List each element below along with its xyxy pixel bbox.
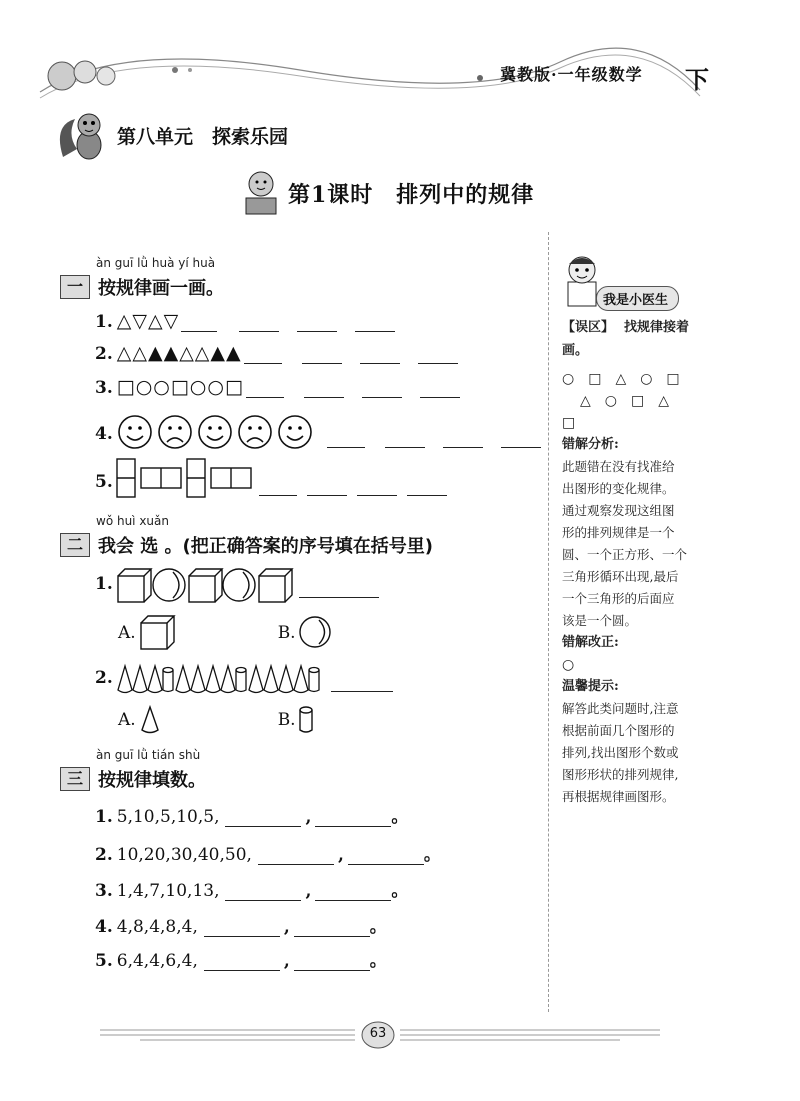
item-label: 2. bbox=[95, 845, 113, 865]
answer-blank[interactable] bbox=[225, 810, 301, 827]
cube-icon bbox=[118, 569, 151, 602]
section1-pinyin: àn guī lǜ huà yí huà bbox=[96, 256, 216, 270]
cylinder-icon[interactable] bbox=[298, 706, 314, 734]
shape-sequence: □○○□○○□ bbox=[116, 376, 244, 398]
s2-item2 bbox=[95, 664, 393, 696]
answer-blank[interactable] bbox=[362, 381, 402, 398]
period: 。 bbox=[423, 845, 441, 865]
period: 。 bbox=[391, 807, 409, 827]
error-text: 找规律接着画。 bbox=[562, 320, 690, 358]
page-number: 63 bbox=[369, 1026, 387, 1041]
s1-item1 bbox=[95, 310, 395, 332]
cone-icon bbox=[279, 666, 293, 693]
unit-title: 第八单元 探索乐园 bbox=[117, 126, 289, 148]
answer-blank[interactable] bbox=[299, 581, 379, 598]
answer-blank[interactable] bbox=[360, 347, 400, 364]
comma: , bbox=[283, 951, 290, 971]
item-label: 3. bbox=[95, 378, 113, 398]
item-label: 1. bbox=[95, 574, 113, 594]
cone-cylinder-sequence bbox=[117, 664, 327, 696]
number-sequence: 1,4,7,10,13, bbox=[116, 881, 220, 901]
answer-blank[interactable] bbox=[294, 954, 370, 971]
tip-line: 根据前面几个图形的 bbox=[562, 723, 675, 738]
answer-blank[interactable] bbox=[407, 479, 447, 496]
fix-text: ○ bbox=[562, 657, 575, 673]
smiley-face-icon bbox=[199, 416, 231, 448]
s1-item3 bbox=[95, 376, 460, 398]
comma: , bbox=[337, 845, 344, 865]
answer-blank[interactable] bbox=[294, 920, 370, 937]
tip-heading: 温馨提示: bbox=[562, 679, 619, 694]
item-label: 2. bbox=[95, 344, 113, 364]
cylinder-icon bbox=[309, 668, 319, 692]
face-sequence bbox=[117, 412, 317, 452]
answer-blank[interactable] bbox=[327, 431, 365, 448]
fix-heading: 错解改正: bbox=[562, 635, 619, 650]
column-divider bbox=[548, 232, 549, 1012]
answer-blank[interactable] bbox=[418, 347, 458, 364]
answer-blank[interactable] bbox=[315, 884, 391, 901]
cone-icon bbox=[191, 666, 205, 693]
cone-icon bbox=[206, 666, 220, 693]
s3-item3 bbox=[95, 876, 408, 901]
item-label: 4. bbox=[95, 424, 113, 444]
answer-blank[interactable] bbox=[420, 381, 460, 398]
answer-blank[interactable] bbox=[259, 479, 297, 496]
shapes-line-3: □ bbox=[562, 415, 576, 431]
answer-blank[interactable] bbox=[355, 315, 395, 332]
shape-sequence: △△▲▲△△▲▲ bbox=[116, 342, 242, 364]
number-sequence: 4,8,4,8,4, bbox=[116, 917, 198, 937]
analysis-line: 出图形的变化规律。 bbox=[562, 481, 675, 496]
answer-blank[interactable] bbox=[258, 848, 334, 865]
error-label: 【误区】 bbox=[562, 320, 615, 335]
section3-title: 按规律填数。 bbox=[98, 770, 206, 791]
tip-line: 再根据规律画图形。 bbox=[562, 789, 675, 804]
s3-item2 bbox=[95, 840, 441, 865]
sidebar-error bbox=[562, 316, 712, 362]
cube-sphere-sequence bbox=[117, 568, 297, 604]
answer-blank[interactable] bbox=[225, 884, 301, 901]
header-decoration bbox=[0, 0, 800, 110]
cone-icon bbox=[176, 666, 190, 693]
answer-blank[interactable] bbox=[307, 479, 347, 496]
number-sequence: 6,4,4,6,4, bbox=[116, 951, 198, 971]
sidebar bbox=[562, 316, 712, 808]
answer-blank[interactable] bbox=[297, 315, 337, 332]
shapes-line-2: △ ○ □ △ bbox=[580, 393, 669, 409]
number-sequence: 5,10,5,10,5, bbox=[116, 807, 220, 827]
section3-pinyin: àn guī lǜ tián shù bbox=[96, 748, 201, 762]
tip-line: 解答此类问题时,注意 bbox=[562, 701, 679, 716]
section2-number: 二 bbox=[60, 533, 90, 557]
section1-header bbox=[60, 274, 224, 300]
section2-header bbox=[60, 532, 433, 558]
item-label: 1. bbox=[95, 312, 113, 332]
smiley-face-icon bbox=[279, 416, 311, 448]
s3-item4 bbox=[95, 912, 387, 937]
s2-item1 bbox=[95, 568, 379, 604]
sphere-icon[interactable] bbox=[298, 615, 334, 651]
section2-pinyin: wǒ huì xuǎn bbox=[96, 514, 169, 528]
comma: , bbox=[305, 807, 312, 827]
s2-item1-options bbox=[118, 615, 334, 651]
item-label: 2. bbox=[95, 668, 113, 688]
answer-blank[interactable] bbox=[239, 315, 279, 332]
answer-blank[interactable] bbox=[204, 920, 280, 937]
edition-label: 冀教版·一年级数学 bbox=[500, 65, 643, 84]
analysis-heading: 错解分析: bbox=[562, 437, 619, 452]
cube-icon[interactable] bbox=[140, 615, 178, 651]
s1-item4 bbox=[95, 412, 541, 452]
s3-item5 bbox=[95, 946, 387, 971]
answer-blank[interactable] bbox=[385, 431, 425, 448]
section3-number: 三 bbox=[60, 767, 90, 791]
option-a-label: A. bbox=[118, 710, 136, 730]
answer-blank[interactable] bbox=[331, 675, 393, 692]
analysis-line: 一个三角形的后面应 bbox=[562, 591, 675, 606]
comma: , bbox=[283, 917, 290, 937]
number-sequence: 10,20,30,40,50, bbox=[116, 845, 252, 865]
answer-blank[interactable] bbox=[244, 347, 282, 364]
analysis-line: 此题错在没有找准给 bbox=[562, 459, 675, 474]
answer-blank[interactable] bbox=[304, 381, 344, 398]
cone-icon bbox=[133, 666, 147, 693]
option-a-label: A. bbox=[118, 623, 136, 643]
sidebar-badge: 我是小医生 bbox=[596, 286, 679, 311]
shape-sequence: △▽△▽ bbox=[116, 310, 180, 332]
tip-line: 排列,找出图形个数或 bbox=[562, 745, 679, 760]
item-label: 3. bbox=[95, 881, 113, 901]
s1-item5 bbox=[95, 458, 447, 498]
section1-title: 按规律画一画。 bbox=[98, 278, 224, 299]
section3-header bbox=[60, 766, 206, 792]
cone-icon bbox=[148, 666, 162, 693]
clock-doll-icon bbox=[240, 168, 282, 218]
option-b-label: B. bbox=[277, 710, 296, 730]
comma: , bbox=[305, 881, 312, 901]
item-label: 5. bbox=[95, 472, 113, 492]
period: 。 bbox=[369, 917, 387, 937]
squirrel-mascot-icon bbox=[55, 105, 115, 165]
option-b-label: B. bbox=[277, 623, 296, 643]
period: 。 bbox=[391, 881, 409, 901]
sphere-icon bbox=[223, 569, 255, 601]
s3-item1 bbox=[95, 802, 408, 827]
cone-icon bbox=[118, 666, 132, 693]
footer-decoration bbox=[0, 1010, 800, 1060]
lesson-title: 第1课时 排列中的规律 bbox=[288, 182, 535, 208]
cone-icon bbox=[221, 666, 235, 693]
section1-number: 一 bbox=[60, 275, 90, 299]
item-label: 1. bbox=[95, 807, 113, 827]
smiley-face-icon bbox=[119, 416, 151, 448]
analysis-line: 圆、一个正方形、一个 bbox=[562, 547, 688, 562]
item-label: 5. bbox=[95, 951, 113, 971]
rectangle-sequence bbox=[117, 458, 257, 498]
cube-icon bbox=[259, 569, 292, 602]
s2-item2-options bbox=[118, 706, 314, 734]
shapes-line-1: ○ □ △ ○ □ bbox=[562, 371, 680, 387]
answer-blank[interactable] bbox=[357, 479, 397, 496]
sphere-icon bbox=[153, 569, 185, 601]
answer-blank[interactable] bbox=[443, 431, 483, 448]
sad-face-icon bbox=[159, 416, 191, 448]
cone-icon bbox=[264, 666, 278, 693]
s1-item2 bbox=[95, 342, 458, 364]
volume-label: 下 bbox=[685, 65, 709, 94]
analysis-line: 形的排列规律是一个 bbox=[562, 525, 675, 540]
analysis-line: 三角形循环出现,最后 bbox=[562, 569, 679, 584]
sad-face-icon bbox=[239, 416, 271, 448]
analysis-line: 通过观察发现这组图 bbox=[562, 503, 675, 518]
tip-line: 图形形状的排列规律, bbox=[562, 767, 679, 782]
item-label: 4. bbox=[95, 917, 113, 937]
answer-blank[interactable] bbox=[246, 381, 284, 398]
cone-icon bbox=[294, 666, 308, 693]
analysis-line: 该是一个圆。 bbox=[562, 613, 638, 628]
cube-icon bbox=[189, 569, 222, 602]
answer-blank[interactable] bbox=[501, 431, 541, 448]
answer-blank[interactable] bbox=[181, 315, 217, 332]
answer-blank[interactable] bbox=[302, 347, 342, 364]
section2-title: 我会 选 。(把正确答案的序号填在括号里) bbox=[98, 536, 433, 557]
answer-blank[interactable] bbox=[348, 848, 424, 865]
cone-icon[interactable] bbox=[140, 706, 160, 734]
cylinder-icon bbox=[163, 668, 173, 692]
cone-icon bbox=[249, 666, 263, 693]
period: 。 bbox=[369, 951, 387, 971]
cylinder-icon bbox=[236, 668, 246, 692]
answer-blank[interactable] bbox=[315, 810, 391, 827]
answer-blank[interactable] bbox=[204, 954, 280, 971]
